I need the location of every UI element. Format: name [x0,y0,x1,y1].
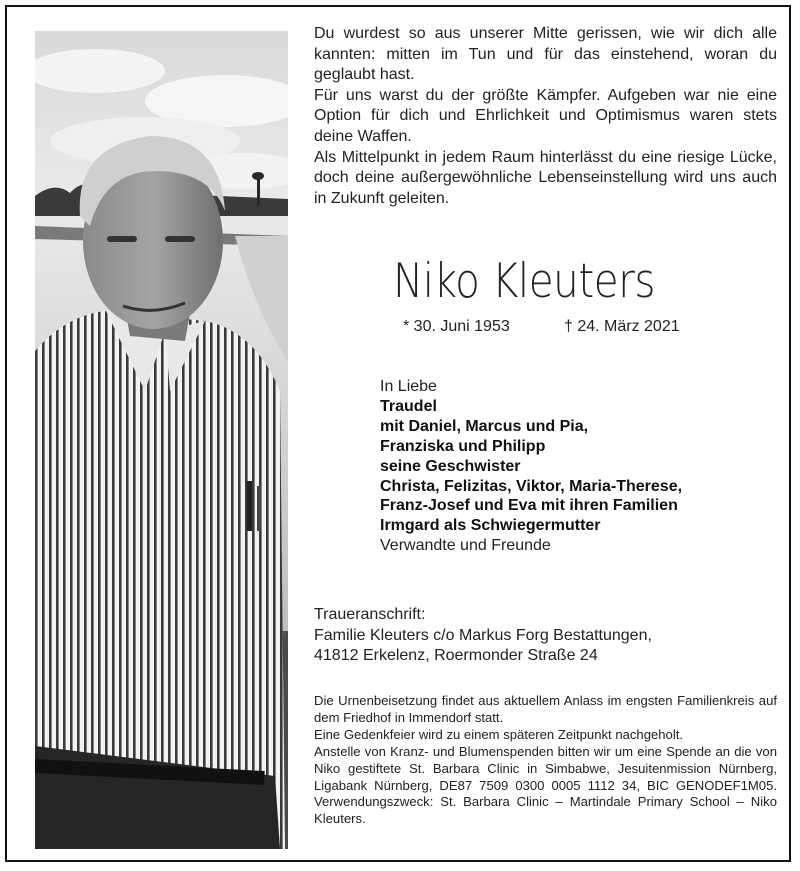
funeral-notice [314,693,777,828]
birth-date: * 30. Juni 1953 [403,318,510,335]
mourner-line: seine Geschwister [380,457,521,475]
poem-paragraph: Als Mittelpunkt in jedem Raum hinterlässt du eine riesige Lücke, doch deine außergewöhnliche Lebenseinstellung wird uns auch in Zukunft geleiten. [314,148,777,207]
memorial-poem [314,24,777,209]
mourners-intro: In Liebe [380,378,437,395]
death-date: † 24. März 2021 [564,318,680,335]
portrait-photo [35,31,288,849]
mourner-line: Franz-Josef und Eva mit ihren Familien [380,497,678,515]
deceased-name: Niko Kleuters [393,254,656,309]
poem-paragraph: Für uns warst du der größte Kämpfer. Aufgeben war nie eine Option für dich und Ehrlichkeit und Optimismus waren stets deine Waffen. [314,86,777,145]
mourner-line: Traudel [380,397,437,415]
address-label: Traueranschrift: [314,606,426,623]
notice-paragraph: Eine Gedenkfeier wird zu einem späteren Zeitpunkt nachgeholt. [314,726,684,742]
obituary-card [5,5,791,862]
address-line: Familie Kleuters c/o Markus Forg Bestattungen, [314,626,652,644]
mourner-line: Franziska und Philipp [380,437,546,455]
notice-paragraph: Anstelle von Kranz- und Blumenspenden bitten wir um eine Spende an die von Niko gestiftete St. Barbara Clinic in Simbabwe, Jesuitenmission Nürnberg, Ligabank Nürnberg, DE87 7509 0300 0005 1112 34, BIC GENODEF1M05. Verwendungszweck: St. Barbara Clinic – Martindale Primary School – Niko Kleuters. [314,743,777,827]
poem-paragraph: Du wurdest so aus unserer Mitte gerissen, wie wir dich alle kannten: mitten im Tun und für das einstehend, woran du geglaubt hast. [314,25,777,84]
notice-paragraph: Die Urnenbeisetzung findet aus aktuellem Anlass im engsten Familienkreis auf dem Friedhof in Immendorf statt. [314,693,777,725]
mourner-line: mit Daniel, Marcus und Pia, [380,417,589,435]
mourning-address [314,605,652,667]
mourners-list [380,377,682,556]
mourner-line: Christa, Felizitas, Viktor, Maria-Therese, [380,477,683,495]
mourner-line: Irmgard als Schwiegermutter [380,517,601,535]
address-line: 41812 Erkelenz, Roermonder Straße 24 [314,647,598,664]
mourners-outro: Verwandte und Freunde [380,537,551,555]
